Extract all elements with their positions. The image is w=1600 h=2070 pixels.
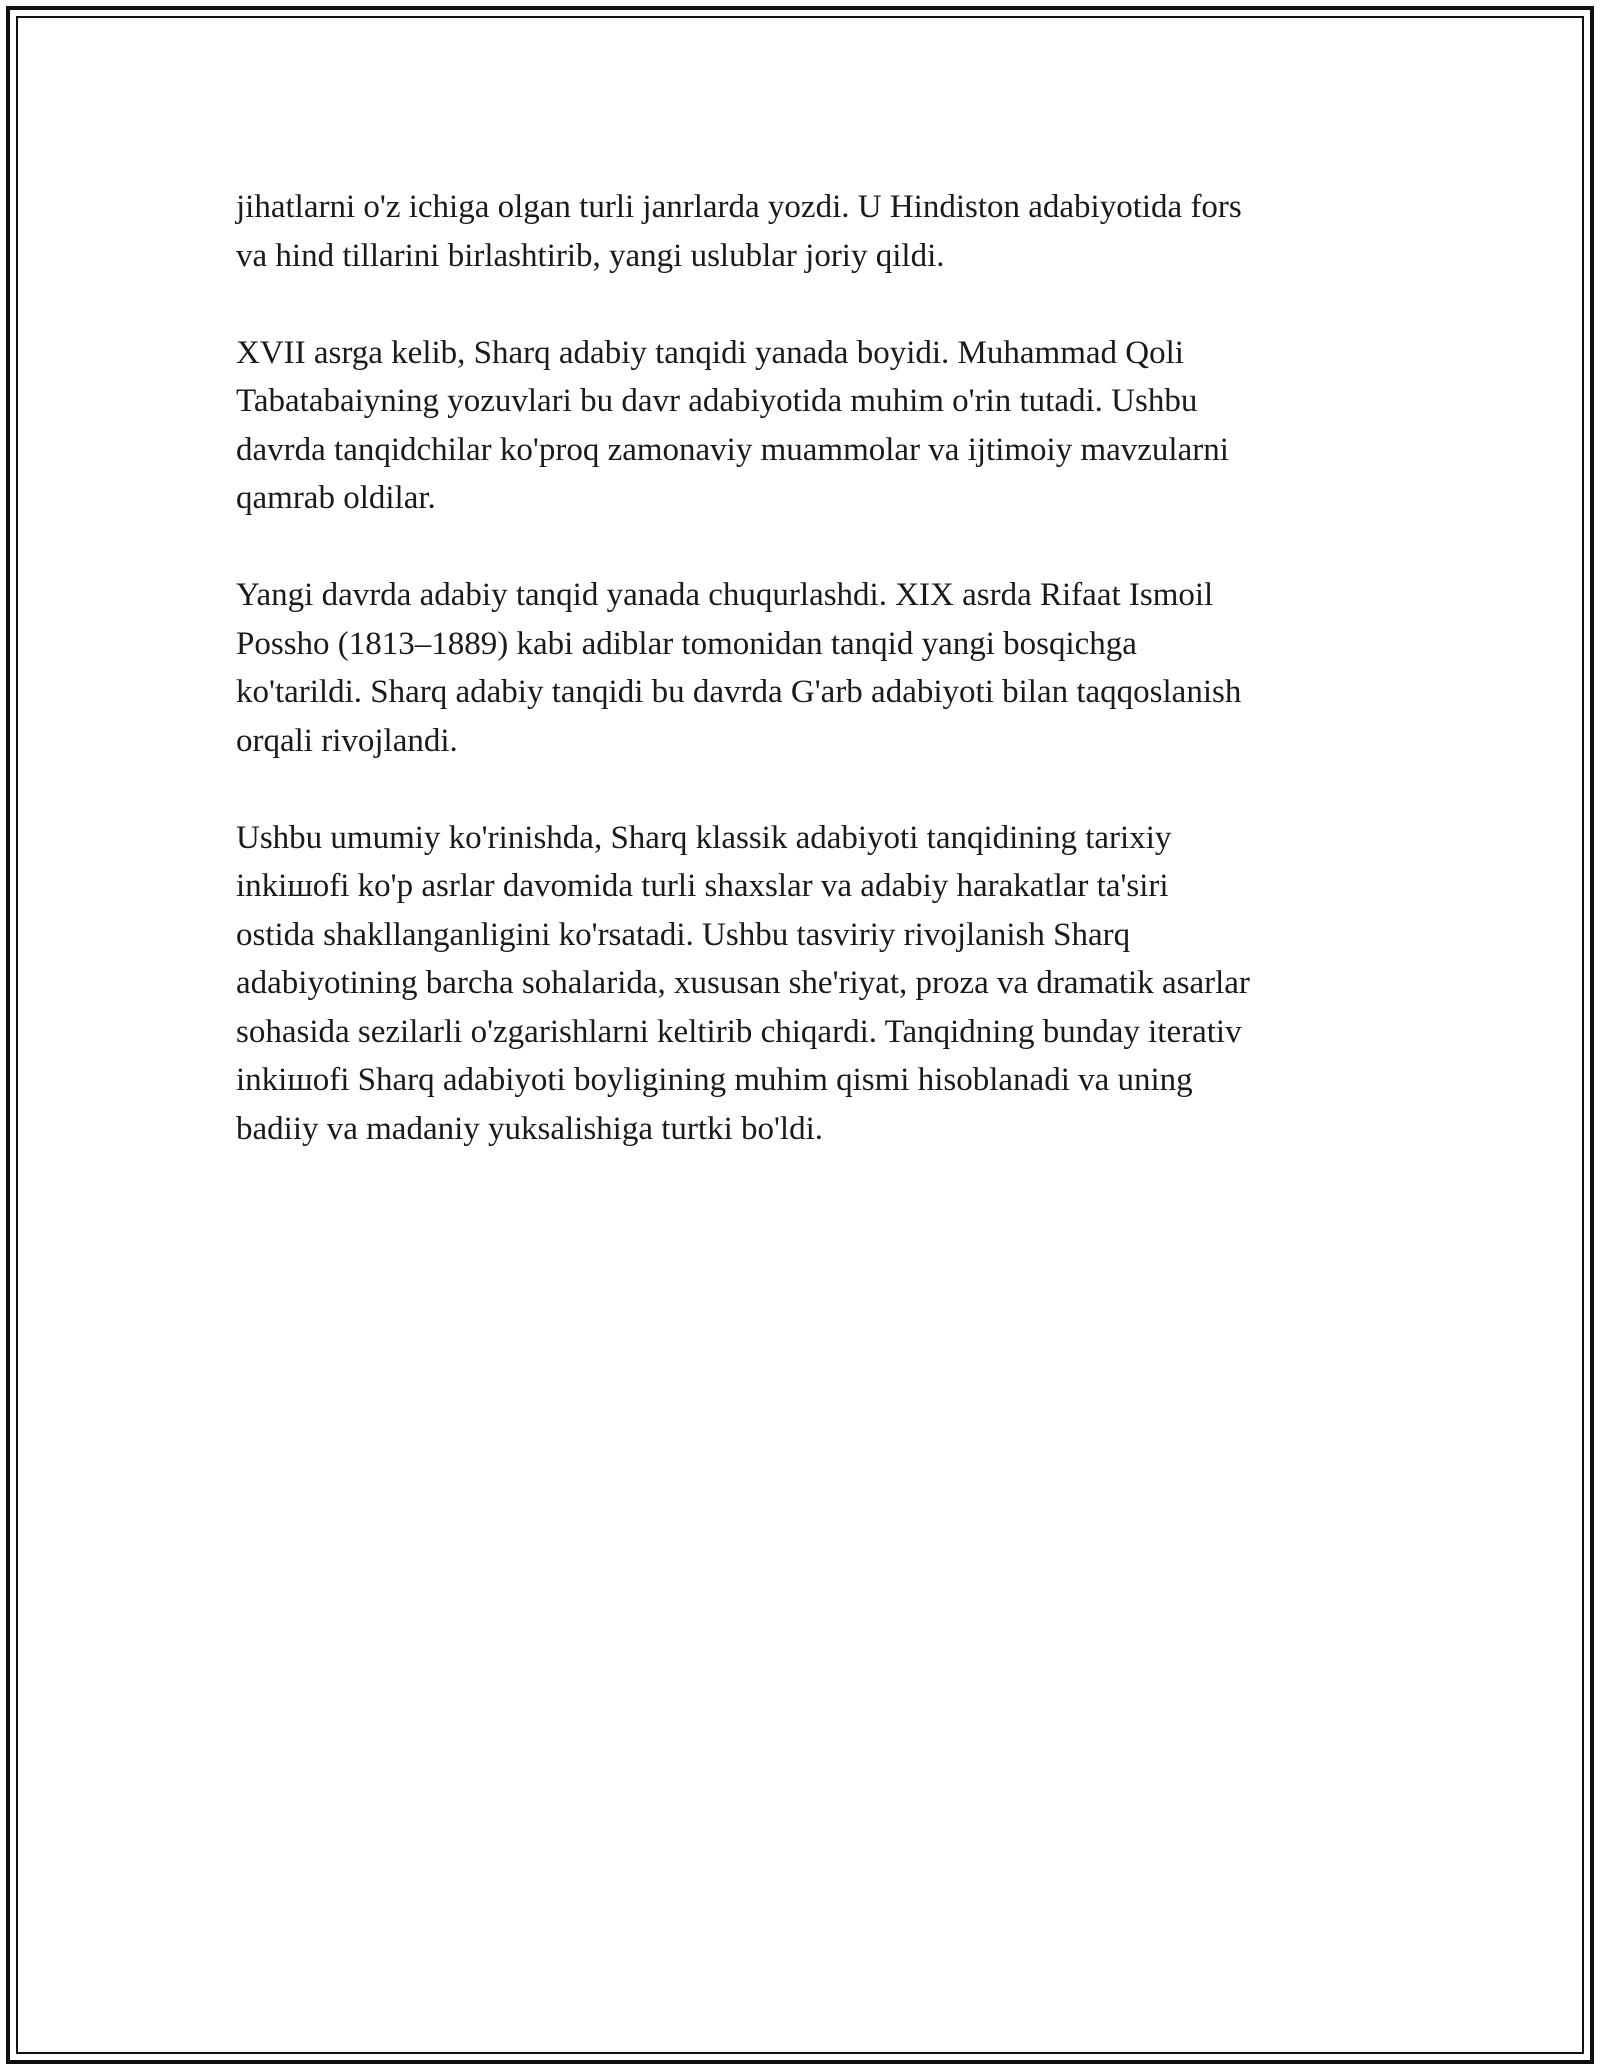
text-line: ostida shakllanganligini ko'rsatadi. Ushbu tasviriy rivojlanish Sharq xyxy=(236,916,1131,953)
paragraph-4 xyxy=(236,814,1376,1154)
text-line: Tabatabaiyning yozuvlari bu davr adabiyotida muhim o'rin tutadi. Ushbu xyxy=(236,383,1198,419)
paragraph-3 xyxy=(236,571,1376,765)
text-line: Possho (1813–1889) kabi adiblar tomonidan tanqid yangi bosqichga xyxy=(236,625,1137,662)
text-line: Ushbu umumiy ko'rinishda, Sharq klassik adabiyoti tanqidining tarixiy xyxy=(236,819,1172,856)
text-line: jihatlarni o'z ichiga olgan turli janrlarda yozdi. U Hindiston adabiyotida fors xyxy=(236,189,1242,225)
text-line: Yangi davrda adabiy tanqid yanada chuqurlashdi. XIX asrda Rifaat Ismoil xyxy=(236,577,1214,613)
text-line: va hind tillarini birlashtirib, yangi uslublar joriy qildi. xyxy=(236,237,945,274)
text-line: XVII asrga kelib, Sharq adabiy tanqidi yanada boyidi. Muhammad Qoli xyxy=(236,334,1184,371)
text-line: ko'tarildi. Sharq adabiy tanqidi bu davrda G'arb adabiyoti bilan taqqoslanish xyxy=(236,674,1242,710)
text-line: inkiшofi ko'p asrlar davomida turli shaxslar va adabiy harakatlar ta'siri xyxy=(236,868,1169,904)
text-line: inkiшofi Sharq adabiyoti boyligining muhim qismi hisoblanadi va uning xyxy=(236,1062,1193,1098)
text-line: badiiy va madaniy yuksalishiga turtki bo'ldi. xyxy=(236,1110,824,1147)
document-body xyxy=(236,183,1376,1202)
text-line: sohasida sezilarli o'zgarishlarni keltirib chiqardi. Tanqidning bunday iterativ xyxy=(236,1013,1242,1050)
text-line: orqali rivojlandi. xyxy=(236,722,458,759)
text-line: qamrab oldilar. xyxy=(236,480,436,516)
paragraph-2 xyxy=(236,329,1376,523)
paragraph-1 xyxy=(236,183,1376,280)
text-line: davrda tanqidchilar ko'proq zamonaviy muammolar va ijtimoiy mavzularni xyxy=(236,431,1229,468)
text-line: adabiyotining barcha sohalarida, xususan she'riyat, proza va dramatik asarlar xyxy=(236,965,1250,1001)
